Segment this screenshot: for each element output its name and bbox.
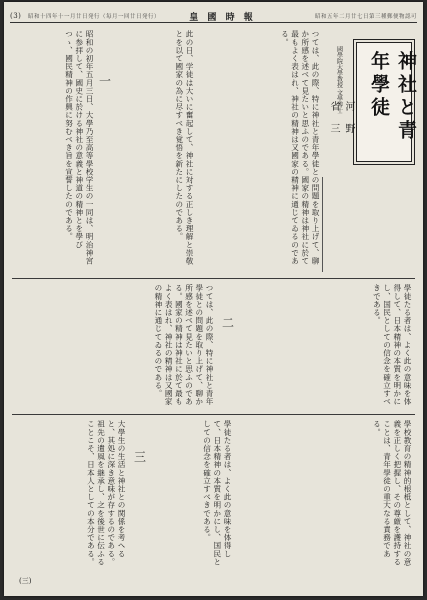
article-column-a: 昭和の初年五月三日、大學乃至高等學校学生の一同は、明治神宮に参拝して、國史に於ける神社の意義と神道の精神とを學びつゝ、國民精神の作興に努むべき旨を宣誓したのである。 [64,30,94,265]
byline-role: 國學院大學教授 文學博士 [335,46,343,114]
band-divider-1 [12,278,415,279]
article-column-e: 學校教育の精神的根柢として、神社の意義を正しく把握し、その尊厳を護持することは、青年學徒の重大なる責務である。 [372,420,412,566]
article-title: 神社と青年學徒 [368,51,417,143]
article-column-c: つては、此の際、特に神社と青年學徒との問題を取り上げて、聊か所感を述べて見たいと思ふのである。國家の精神は神社に於て最もよく表はれ、神社の精神は又國家の精神に通じてゐるのである。 [280,30,320,265]
article-column-d2: つては、此の際、特に神社と青年學徒との問題を取り上げて、聊か所感を述べて見たいと思ふのである。國家の精神は神社に於て最もよく表はれ、神社の精神は又國家の精神に通じてゐるのである。 [153,284,214,406]
article-title-box [356,42,417,162]
newspaper-page [4,2,423,596]
header-date-line: 昭和十四年十一月廿日発行（毎月一回廿日発行） [28,14,161,20]
section-mark-2: 二 [222,316,235,330]
byline-name: 河野省三 [328,101,354,145]
band-divider-2 [12,414,415,415]
column-rule [322,177,323,272]
byline [326,46,354,158]
article-column-d: 學徒たる者は、よく此の意味を体得して、日本精神の本質を明かにし、国民としての信念を確立すべきである。 [372,284,412,406]
section-mark-3: 三 [134,450,147,464]
section-mark-1: 一 [99,74,112,88]
header-notice-line: 昭和五年二月廿七日第三種郵便物認可 [314,14,417,20]
header-page-number: (3) [10,12,22,20]
footer-page-mark: (三) [19,577,32,585]
article-column-f: 大學生の生活と神社との関係を考へると、其処に深き意味が存するのである。祖先の遺風を継承し、之を後世に伝ふることこそ、日本人としての本分である。 [86,420,126,566]
publication-title: 皇 國 時 報 [189,12,256,23]
article-column-b: 此の日、学徒は大いに奮起して、神社に対する正しき理解と崇敬とを以て國家の為に尽すべき覚悟を新たにしたのである。 [174,30,194,265]
article-column-e2: 學徒たる者は、よく此の意味を体得して、日本精神の本質を明かにし、国民としての信念を確立すべきである。 [202,420,232,566]
page-header [10,10,417,23]
